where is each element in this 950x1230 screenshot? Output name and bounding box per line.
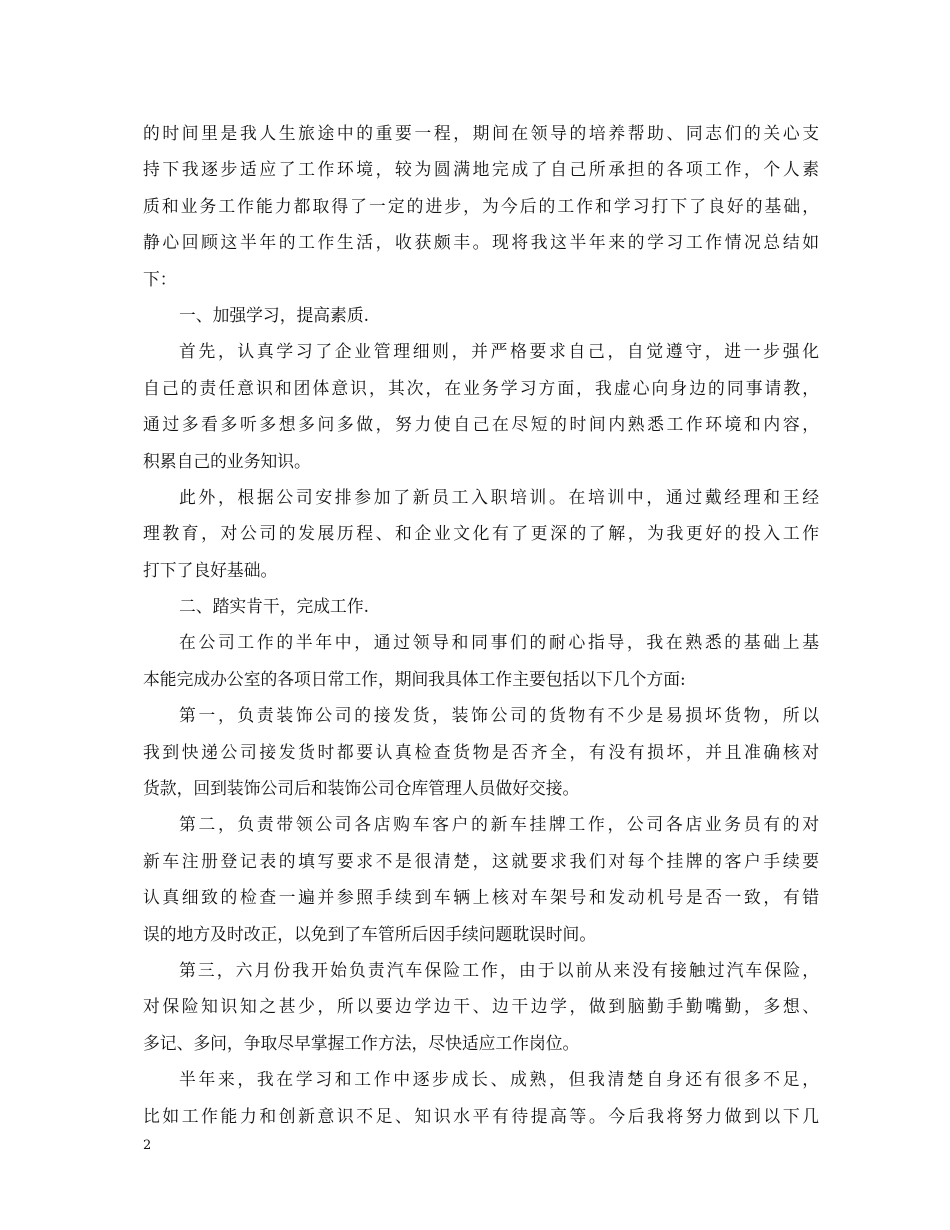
text-line: 自己的责任意识和团体意识，其次，在业务学习方面，我虚心向身边的同事请教， xyxy=(143,377,819,398)
text-line: 第一，负责装饰公司的接发货，装饰公司的货物有不少是易损坏货物，所以 xyxy=(179,705,819,726)
text-line: 积累自己的业务知识。 xyxy=(143,450,311,471)
text-line: 我到快递公司接发货时都要认真检查货物是否齐全，有没有损坏，并且准确核对 xyxy=(143,741,819,762)
text-line: 首先，认真学习了企业管理细则，并严格要求自己，自觉遵守，进一步强化 xyxy=(179,341,819,362)
text-line: 误的地方及时改正，以免到了车管所后因手续问题耽误时间。 xyxy=(143,923,597,944)
document-body xyxy=(143,115,819,1134)
text-line: 质和业务工作能力都取得了一定的进步，为今后的工作和学习打下了良好的基础， xyxy=(143,195,819,216)
text-line: 认真细致的检查一遍并参照手续到车辆上核对车架号和发动机号是否一致，有错 xyxy=(143,887,819,908)
text-line: 此外，根据公司安排参加了新员工入职培训。在培训中，通过戴经理和王经 xyxy=(179,486,819,507)
text-line: 新车注册登记表的填写要求不是很清楚，这就要求我们对每个挂牌的客户手续要 xyxy=(143,850,819,871)
text-line: 持下我逐步适应了工作环境，较为圆满地完成了自己所承担的各项工作，个人素 xyxy=(143,159,819,180)
text-line: 打下了良好基础。 xyxy=(143,559,278,580)
text-line: 在公司工作的半年中，通过领导和同事们的耐心指导，我在熟悉的基础上基 xyxy=(179,632,819,653)
text-line: 二、踏实肯干，完成工作. xyxy=(179,596,369,617)
text-line: 货款，回到装饰公司后和装饰公司仓库管理人员做好交接。 xyxy=(143,778,580,799)
text-line: 理教育，对公司的发展历程、和企业文化有了更深的了解，为我更好的投入工作 xyxy=(143,523,819,544)
text-line: 比如工作能力和创新意识不足、知识水平有待提高等。今后我将努力做到以下几 xyxy=(143,1105,819,1126)
text-line: 对保险知识知之甚少，所以要边学边干、边干边学，做到脑勤手勤嘴勤，多想、 xyxy=(143,996,819,1017)
text-line: 第二，负责带领公司各店购车客户的新车挂牌工作，公司各店业务员有的对 xyxy=(179,814,819,835)
text-line: 的时间里是我人生旅途中的重要一程，期间在领导的培养帮助、同志们的关心支 xyxy=(143,123,819,143)
text-line: 本能完成办公室的各项日常工作，期间我具体工作主要包括以下几个方面: xyxy=(143,668,686,689)
text-line: 半年来，我在学习和工作中逐步成长、成熟，但我清楚自身还有很多不足， xyxy=(179,1069,819,1090)
text-line: 静心回顾这半年的工作生活，收获颇丰。现将我这半年来的学习工作情况总结如 xyxy=(143,232,819,253)
text-line: 下： xyxy=(143,268,177,289)
text-line: 第三，六月份我开始负责汽车保险工作，由于以前从来没有接触过汽车保险， xyxy=(179,959,819,980)
text-line: 通过多看多听多想多问多做，努力使自己在尽短的时间内熟悉工作环境和内容， xyxy=(143,414,819,435)
page-number: 2 xyxy=(143,1138,152,1153)
text-line: 一、加强学习，提高素质. xyxy=(179,304,369,325)
text-line: 多记、多问，争取尽早掌握工作方法，尽快适应工作岗位。 xyxy=(143,1032,580,1053)
